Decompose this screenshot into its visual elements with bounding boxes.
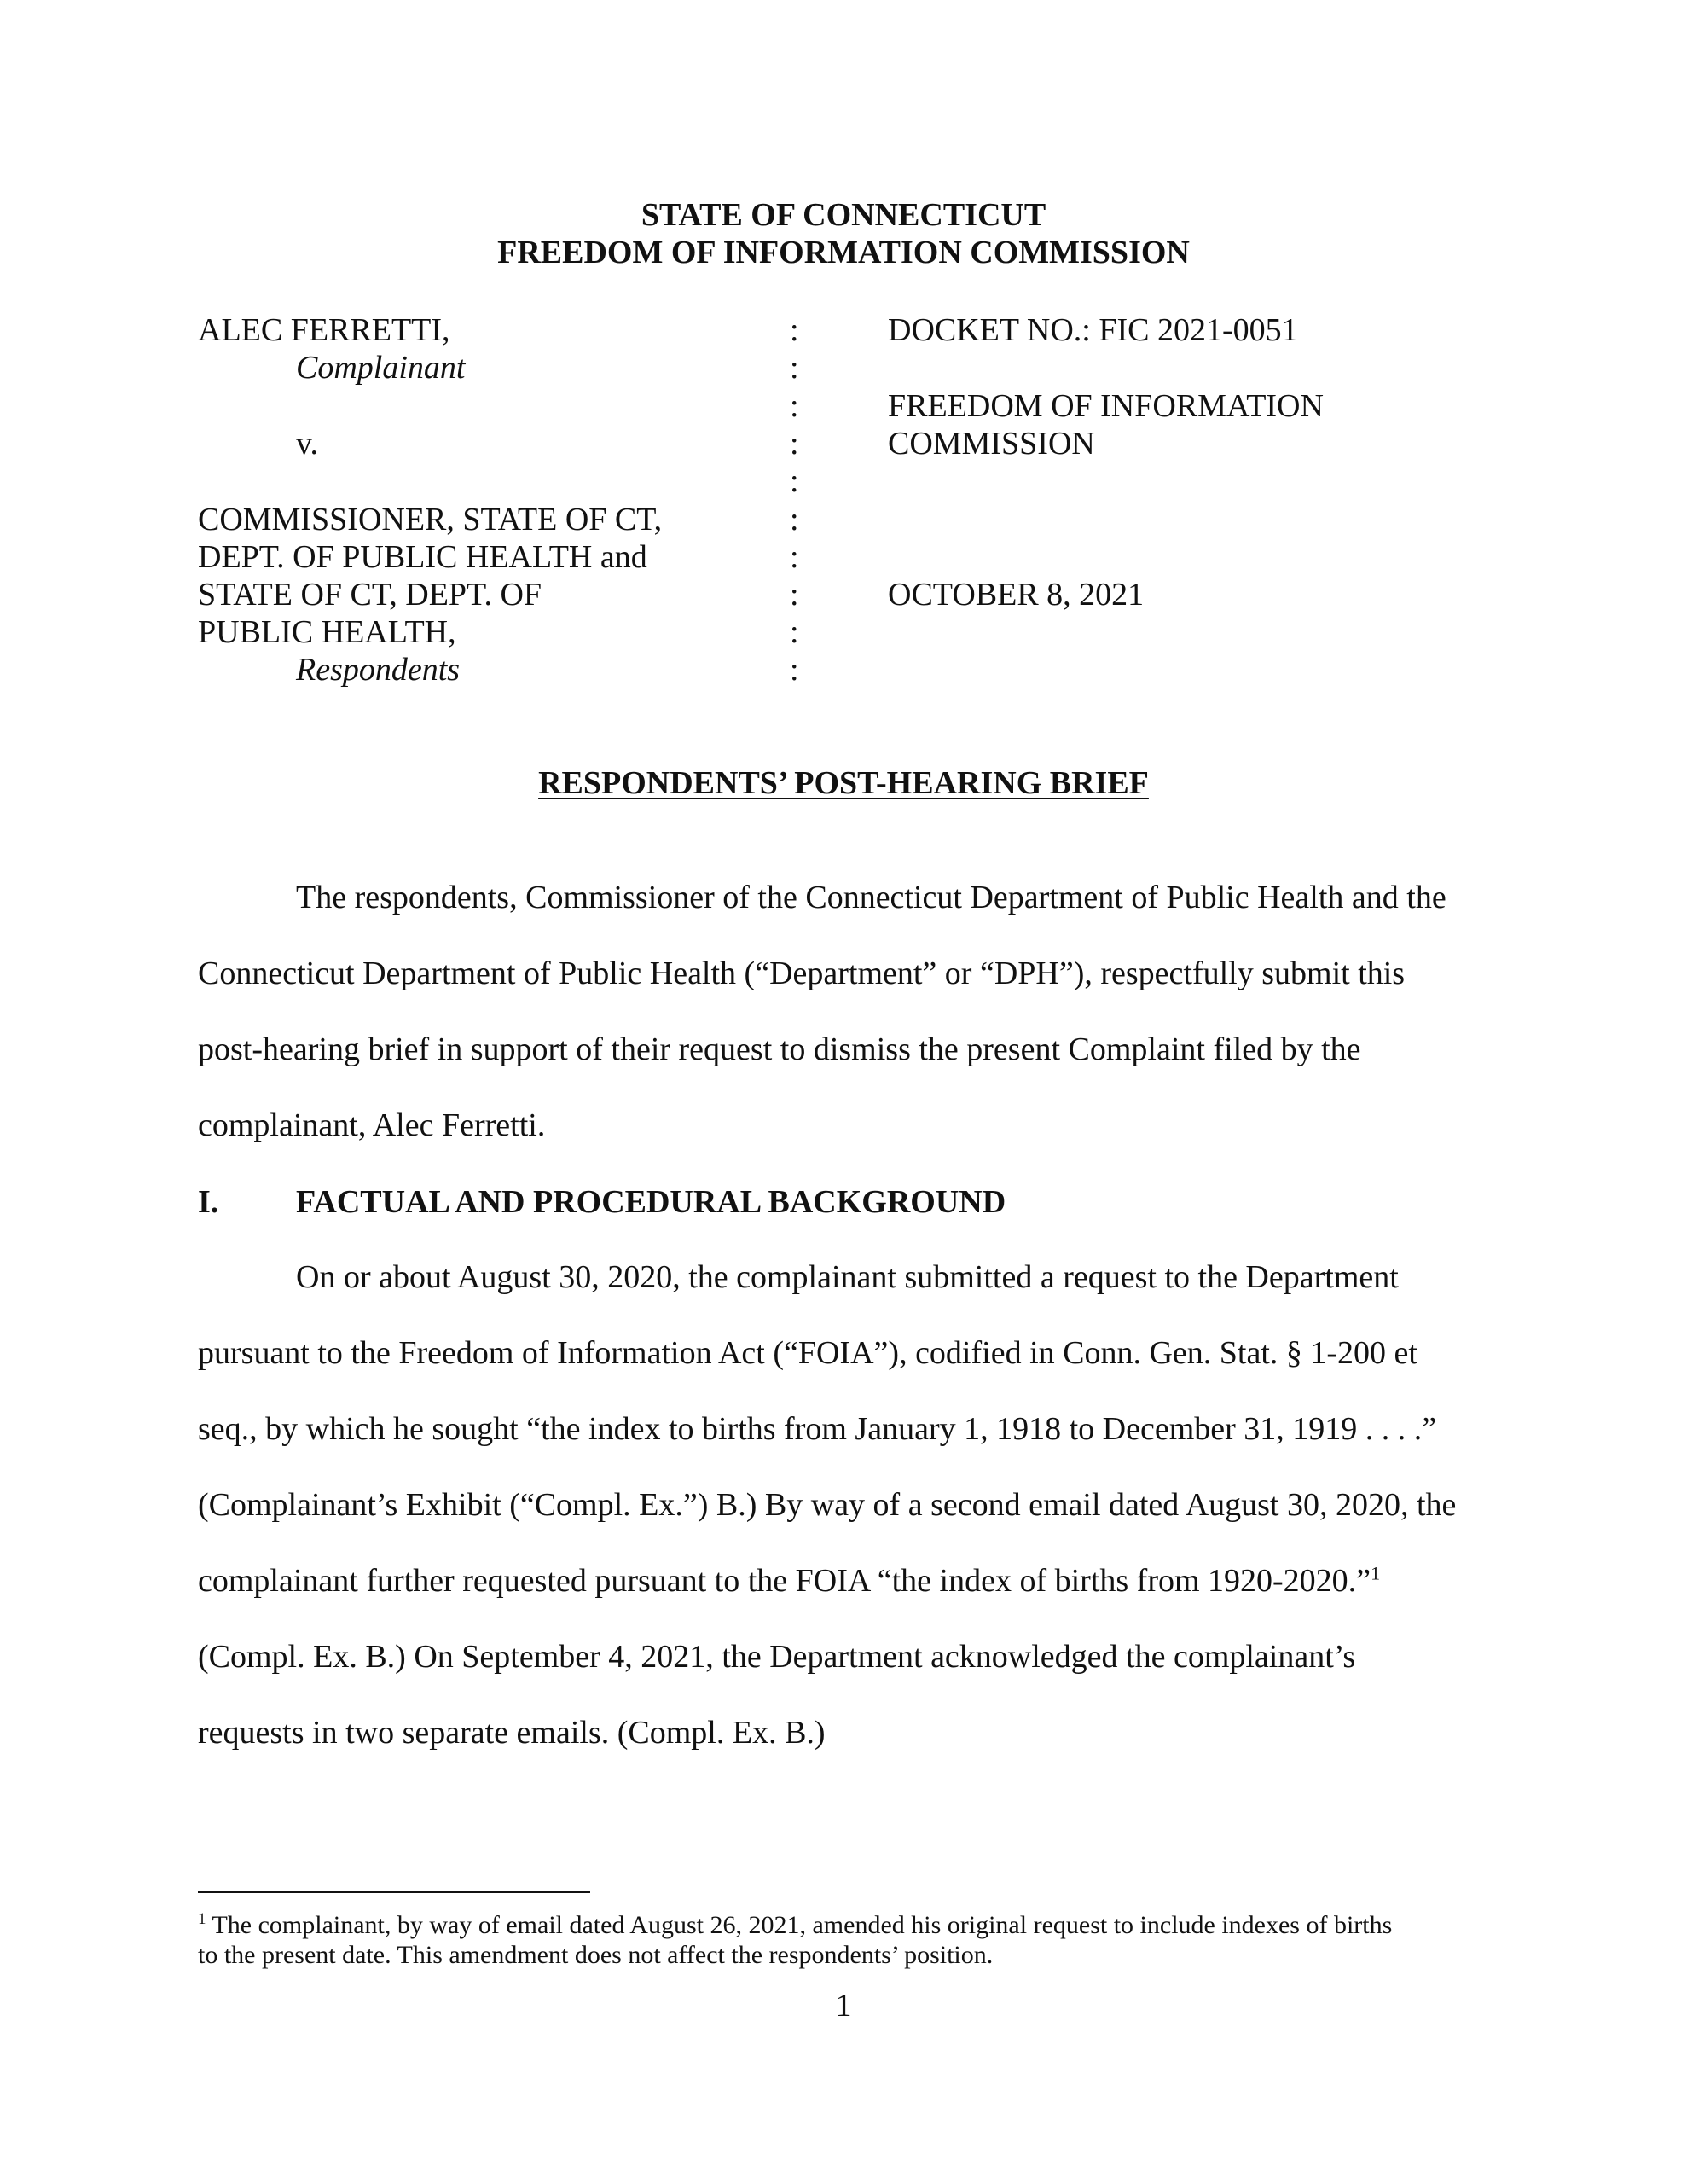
caption-colon: :: [790, 350, 799, 386]
paragraph-line: (Compl. Ex. B.) On September 4, 2021, the Department acknowledged the complainant’s: [198, 1639, 1356, 1675]
footnote-text: The complainant, by way of email dated August 26, 2021, amended his original request to include indexes of births: [206, 1911, 1393, 1939]
caption-colon: :: [790, 388, 799, 424]
paragraph-line: pursuant to the Freedom of Information Act (“FOIA”), codified in Conn. Gen. Stat. § 1-200 et: [198, 1335, 1417, 1371]
paragraph-line: complainant, Alec Ferretti.: [198, 1107, 546, 1143]
paragraph-line: seq., by which he sought “the index to births from January 1, 1918 to December 31, 1919 . . . .”: [198, 1411, 1437, 1447]
complainant-role: Complainant: [296, 350, 466, 386]
page-number: 1: [835, 1988, 852, 2024]
caption-colon: :: [790, 426, 799, 462]
paragraph-line: The respondents, Commissioner of the Connecticut Department of Public Health and the: [296, 880, 1446, 915]
complainant-name: ALEC FERRETTI,: [198, 312, 450, 348]
respondent-line-1: COMMISSIONER, STATE OF CT,: [198, 502, 663, 537]
paragraph-line: (Complainant’s Exhibit (“Compl. Ex.”) B.) By way of a second email dated August 30, 2020, the: [198, 1487, 1457, 1523]
forum-line-2: COMMISSION: [888, 426, 1095, 462]
respondent-line-2: DEPT. OF PUBLIC HEALTH and: [198, 539, 647, 575]
caption-colon: :: [790, 312, 799, 348]
caption-colon: :: [790, 614, 799, 650]
footnote-line-1: [198, 1909, 1392, 1941]
paragraph-line: requests in two separate emails. (Compl. Ex. B.): [198, 1715, 826, 1751]
footnote-separator: [198, 1891, 590, 1893]
section-number: I.: [198, 1184, 219, 1220]
paragraph-line-text: complainant further requested pursuant to the FOIA “the index of births from 1920-2020.”: [198, 1563, 1371, 1599]
background-paragraph: [198, 1258, 1494, 1787]
paragraph-line: On or about August 30, 2020, the complainant submitted a request to the Department: [296, 1259, 1399, 1295]
forum-line-1: FREEDOM OF INFORMATION: [888, 388, 1324, 424]
section-heading: FACTUAL AND PROCEDURAL BACKGROUND: [296, 1184, 1006, 1220]
caption-colon: :: [790, 502, 799, 537]
docket-number: DOCKET NO.: FIC 2021-0051: [888, 312, 1298, 348]
paragraph-line: [198, 1562, 1380, 1600]
respondent-line-3: STATE OF CT, DEPT. OF: [198, 577, 542, 613]
intro-paragraph: [198, 879, 1494, 1186]
footnote-reference[interactable]: 1: [1371, 1562, 1381, 1584]
footnote-line-2: to the present date. This amendment does not affect the respondents’ position.: [198, 1941, 994, 1969]
caption-colon: :: [790, 463, 799, 499]
caption-colon: :: [790, 539, 799, 575]
paragraph-line: post-hearing brief in support of their request to dismiss the present Complaint filed by the: [198, 1031, 1361, 1067]
paragraph-line: Connecticut Department of Public Health (“Department” or “DPH”), respectfully submit this: [198, 956, 1406, 991]
respondent-role: Respondents: [296, 652, 461, 688]
filing-date: OCTOBER 8, 2021: [888, 577, 1145, 613]
header-line-2: FREEDOM OF INFORMATION COMMISSION: [497, 235, 1190, 270]
caption-colon: :: [790, 652, 799, 688]
footnote-marker: 1: [198, 1910, 206, 1928]
versus-label: v.: [296, 426, 319, 462]
document-title: [0, 764, 1687, 803]
document-title-text: RESPONDENTS’ POST-HEARING BRIEF: [538, 765, 1149, 801]
respondent-line-4: PUBLIC HEALTH,: [198, 614, 456, 650]
header-line-1: STATE OF CONNECTICUT: [641, 197, 1046, 233]
caption-colon: :: [790, 577, 799, 613]
